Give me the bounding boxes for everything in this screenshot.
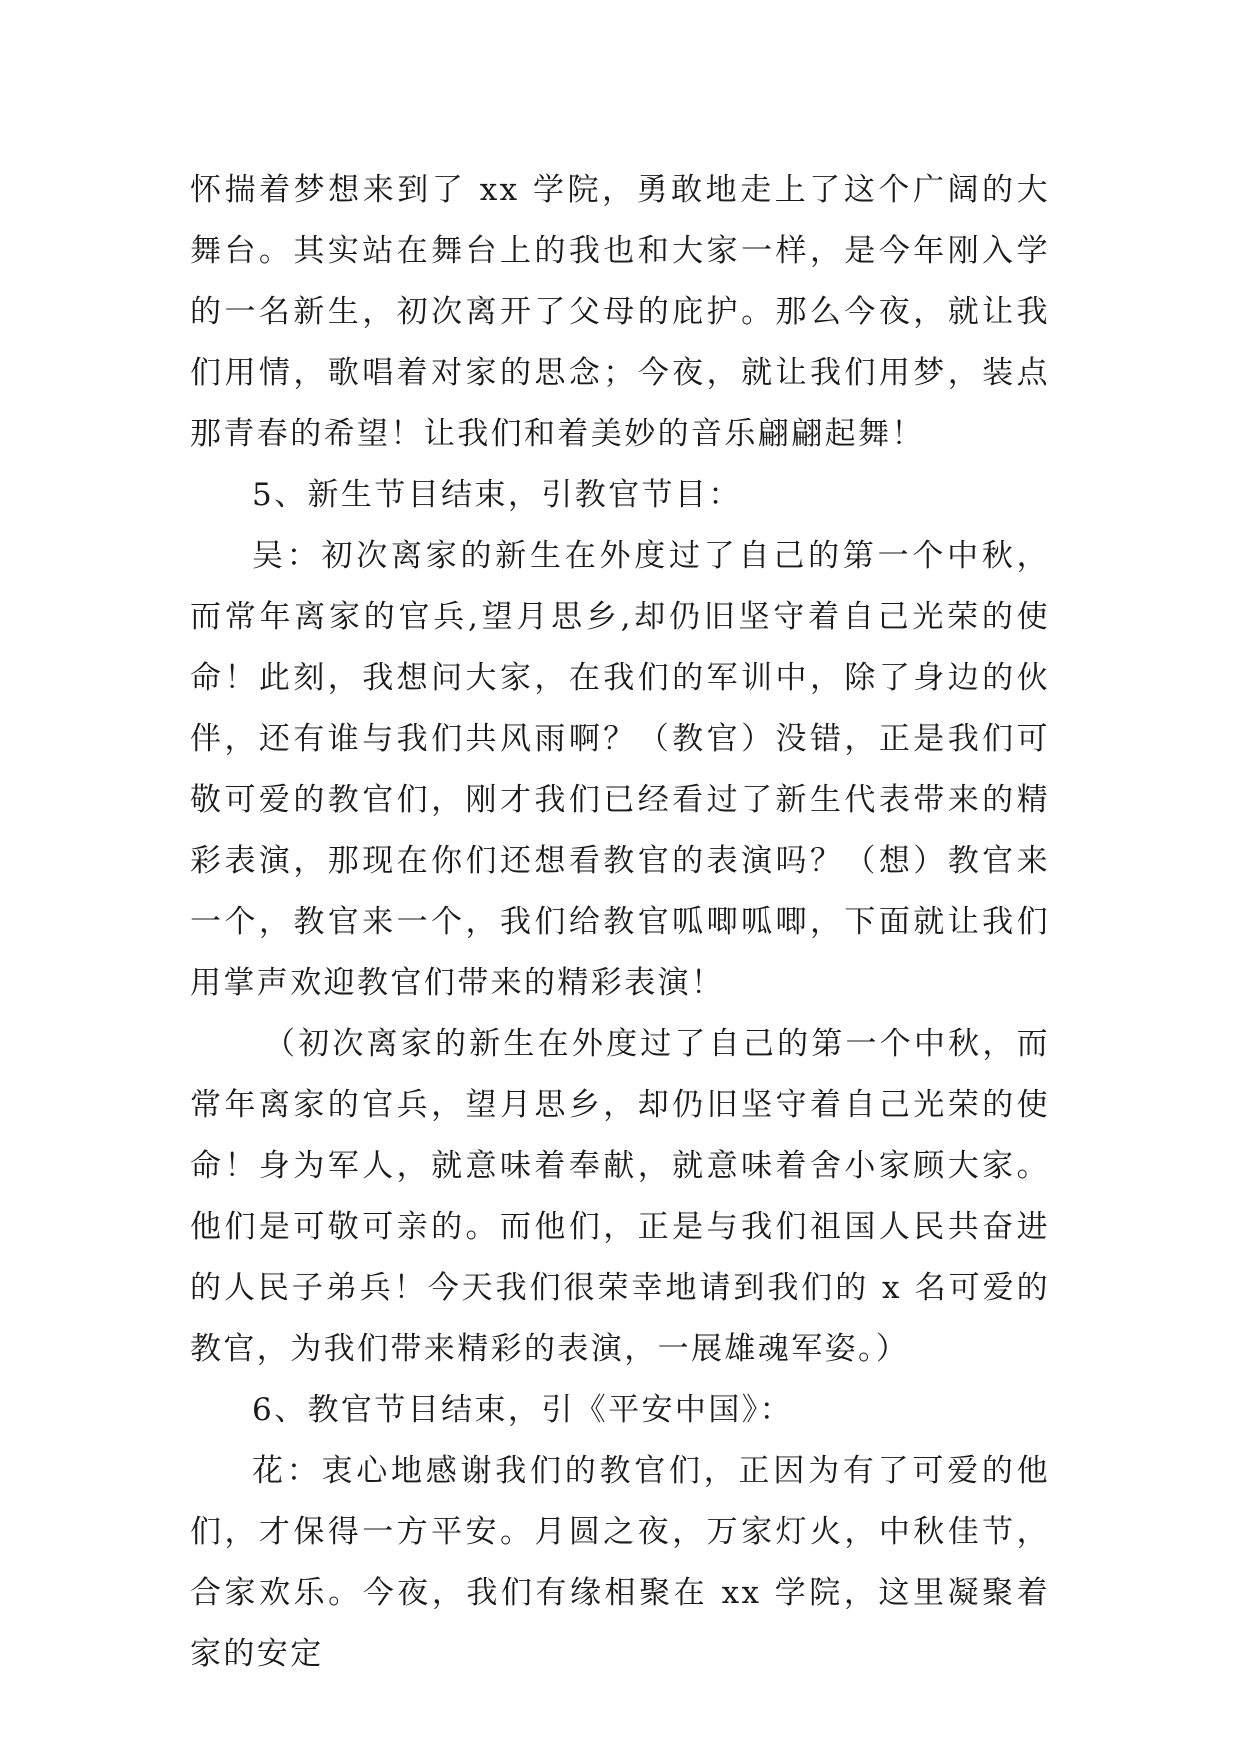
document-body	[190, 160, 1050, 1685]
section-heading-5: 5、新生节目结束，引教官节目：	[252, 477, 742, 513]
paragraph-wu-speech: 吴：初次离家的新生在外度过了自己的第一个中秋，而常年离家的官兵,望月思乡,却仍旧坚守着自己光荣的使命！此刻，我想问大家，在我们的军训中，除了身边的伙伴，还有谁与我们共风雨啊？（教官）没错，正是我们可敬可爱的教官们，刚才我们已经看过了新生代表带来的精彩表演，那现在你们还想看教官的表演吗？（想）教官来一个，教官来一个，我们给教官呱唧呱唧，下面就让我们用掌声欢迎教官们带来的精彩表演！	[190, 538, 1050, 1001]
section-heading-6: 6、教官节目结束，引《平安中国》：	[252, 1392, 794, 1428]
paragraph-continuation: 怀揣着梦想来到了 xx 学院，勇敢地走上了这个广阔的大舞台。其实站在舞台上的我也和大家一样，是今年刚入学的一名新生，初次离开了父母的庇护。那么今夜，就让我们用情，歌唱着对家的思念；今夜，就让我们用梦，装点那青春的希望！让我们和着美妙的音乐翩翩起舞！	[190, 172, 1050, 452]
paragraph-parenthetical-alt: （初次离家的新生在外度过了自己的第一个中秋，而常年离家的官兵，望月思乡，却仍旧坚守着自己光荣的使命！身为军人，就意味着奉献，就意味着舍小家顾大家。他们是可敬可亲的。而他们，正是与我们祖国人民共奋进的人民子弟兵！今天我们很荣幸地请到我们的 x 名可爱的教官，为我们带来精彩的表演，一展雄魂军姿。）	[190, 1026, 1050, 1367]
paragraph-hua-speech: 花：衷心地感谢我们的教官们，正因为有了可爱的他们，才保得一方平安。月圆之夜，万家灯火，中秋佳节，合家欢乐。今夜，我们有缘相聚在 xx 学院，这里凝聚着家的安定	[190, 1453, 1050, 1672]
